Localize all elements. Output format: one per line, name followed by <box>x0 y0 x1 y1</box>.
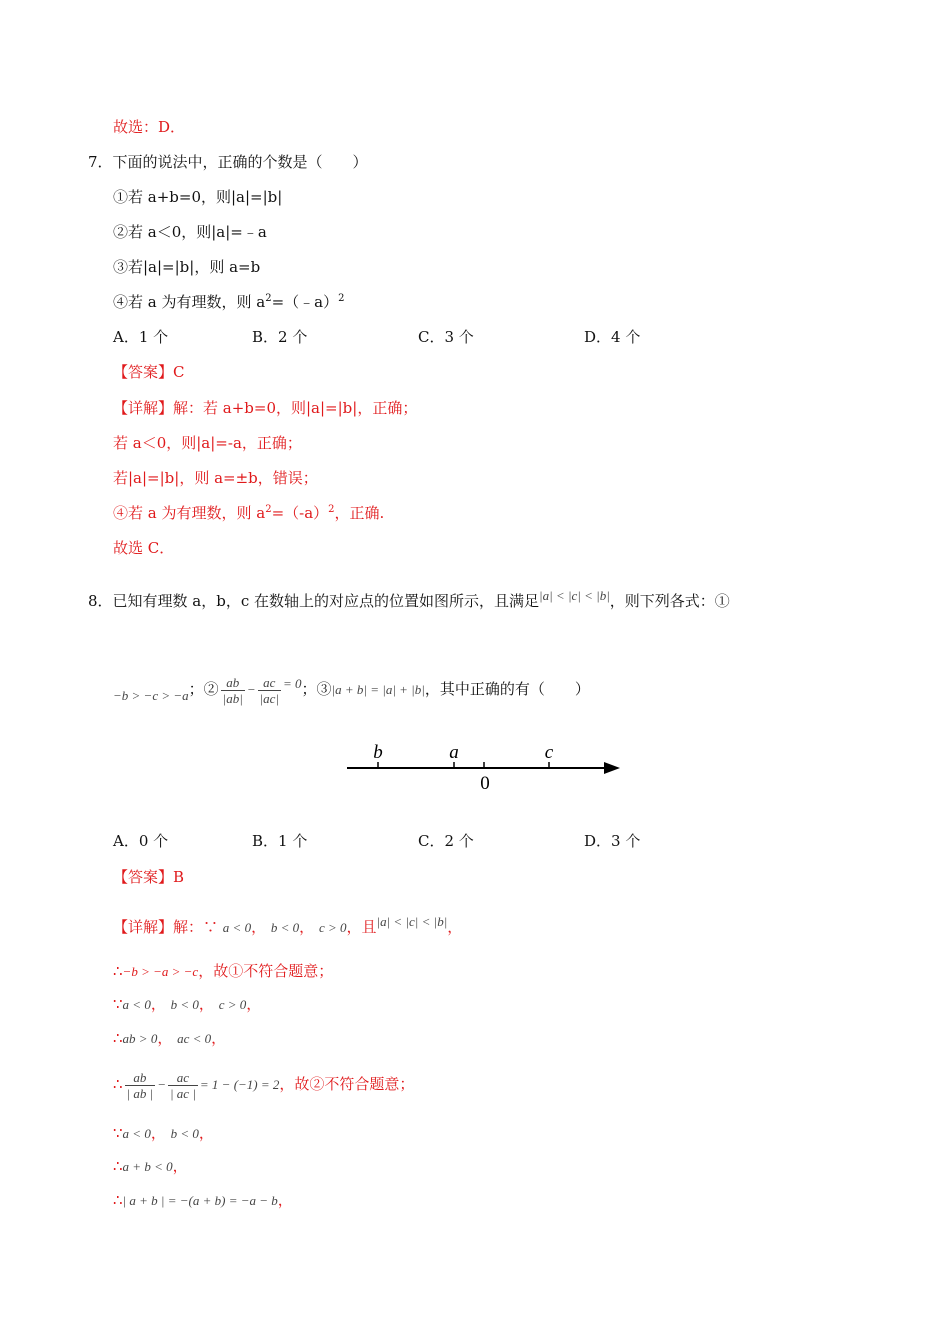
q7-detail-2: 若 a＜0，则|a|=-a，正确； <box>113 434 302 452</box>
q8-fraction-ab <box>221 675 245 706</box>
q8-detail-1 <box>113 912 462 938</box>
q8-d6-m1: a < 0 <box>122 1126 151 1141</box>
q8-d7-comma: ， <box>172 1157 188 1175</box>
q7-option-a: A．1 个 <box>113 328 169 346</box>
q7-detail-1: 【详解】解：若 a+b=0，则|a|=|b|，正确； <box>113 399 418 417</box>
q8-option-c: C．2 个 <box>418 832 474 850</box>
q8-f2-den: |ac| <box>259 690 280 706</box>
q8-detail-3 <box>113 994 261 1015</box>
q8-d5-den1: | ab | <box>126 1085 154 1101</box>
q7-answer: 【答案】C <box>113 363 185 381</box>
q7-option-b: B．2 个 <box>252 328 308 346</box>
q7-detail-3: 若|a|=|b|，则 a=±b，错误； <box>113 469 318 487</box>
q7-d4-post: ，正确. <box>334 504 385 522</box>
q8-eq0: = 0 <box>283 676 302 691</box>
label-b: b <box>373 742 383 763</box>
label-c: c <box>544 742 554 763</box>
q8-d6-m2: b < 0 <box>170 1126 199 1141</box>
q8-d4-comma2: ， <box>211 1029 227 1047</box>
q8-d3-comma2: ， <box>198 995 214 1013</box>
q7-statement-3: ③若|a|=|b|，则 a=b <box>113 258 261 276</box>
q8-d1-comma2: ， <box>299 918 315 936</box>
q8-d1-and: ，且 <box>346 918 377 936</box>
q7-d4-pre: ④若 a 为有理数，则 a <box>113 504 266 522</box>
q8-d1-comma1: ， <box>251 918 267 936</box>
q7-option-c: C．3 个 <box>418 328 474 346</box>
q8-expr3: |a + b| = |a| + |b| <box>331 682 425 697</box>
q7-s4-sup2: 2 <box>338 293 345 304</box>
q8-d2-therefore: ∴ <box>113 962 123 980</box>
q8-d1-prefix: 【详解】解：∵ <box>113 918 219 936</box>
q8-statements <box>113 662 590 706</box>
q8-d5-fraction-ac <box>168 1070 198 1101</box>
label-a: a <box>449 742 459 763</box>
q8-d8-math: | a + b | = −(a + b) = −a − b <box>122 1193 278 1208</box>
q8-stem-end: ，则下列各式：① <box>609 592 730 610</box>
q8-d1-comma3: ， <box>447 918 463 936</box>
q8-d5-therefore: ∴ <box>113 1075 123 1093</box>
q8-d4-therefore: ∴ <box>113 1029 123 1047</box>
q8-d4-m2: ac < 0 <box>177 1031 212 1046</box>
q8-d3-m2: b < 0 <box>170 997 199 1012</box>
q8-d7-math: a + b < 0 <box>122 1159 173 1174</box>
number-line-arrow <box>604 762 620 774</box>
q8-minus: − <box>246 682 256 697</box>
q8-d7-therefore: ∴ <box>113 1157 123 1175</box>
q8-stem-tail: ，其中正确的有（ ） <box>424 680 590 698</box>
q8-d5-minus: − <box>157 1077 166 1092</box>
q8-option-b: B．1 个 <box>252 832 308 850</box>
q8-answer: 【答案】B <box>113 868 185 886</box>
q8-d6-comma2: ， <box>198 1124 214 1142</box>
q7-s4-pre: ④若 a 为有理数，则 a <box>113 293 266 311</box>
q8-f2-num: ac <box>258 675 281 691</box>
q8-condition: |a| < |c| < |b| <box>539 588 610 603</box>
q8-detail-6 <box>113 1123 214 1144</box>
q7-option-d: D．4 个 <box>584 328 641 346</box>
q8-stem <box>88 586 730 611</box>
q8-f1-den: |ab| <box>222 690 243 706</box>
q8-d2-math: −b > −a > −c <box>122 964 199 979</box>
q8-option-a: A．0 个 <box>113 832 169 850</box>
q8-d1-m4: |a| < |c| < |b| <box>376 914 448 929</box>
q8-d5-den2: | ac | <box>169 1085 196 1101</box>
q8-ineq1: −b > −c > −a <box>113 688 189 703</box>
q8-sep1: ；② <box>188 680 219 698</box>
q8-d8-therefore: ∴ <box>113 1191 123 1209</box>
q8-d3-comma3: ， <box>246 995 262 1013</box>
prev-conclusion: 故选：D． <box>113 118 186 136</box>
q8-d4-comma1: ， <box>157 1029 173 1047</box>
q8-d2-text: ，故①不符合题意； <box>198 962 334 980</box>
q8-detail-7 <box>113 1156 188 1177</box>
q7-d4-sup1: 2 <box>265 504 272 515</box>
q8-d6-comma1: ， <box>150 1124 166 1142</box>
q7-s4-mid: =（﹣a） <box>271 293 339 311</box>
q8-d4-m1: ab > 0 <box>122 1031 158 1046</box>
q8-d1-m1: a < 0 <box>222 920 252 935</box>
q8-d1-m2: b < 0 <box>270 920 300 935</box>
q8-d3-m3: c > 0 <box>218 997 247 1012</box>
q8-detail-2 <box>113 961 333 982</box>
q7-s4-sup1: 2 <box>265 293 272 304</box>
label-zero: 0 <box>480 773 490 794</box>
q7-statement-1: ①若 a+b=0，则|a|=|b| <box>113 188 283 206</box>
q7-statement-2: ②若 a＜0，则|a|=﹣a <box>113 223 267 241</box>
q8-d5-rest: = 1 − (−1) = 2 <box>199 1077 280 1092</box>
q8-d5-num1: ab <box>125 1070 156 1086</box>
q8-detail-4 <box>113 1028 226 1049</box>
q7-stem: 7．下面的说法中，正确的个数是（ ） <box>88 153 368 171</box>
q8-f1-num: ab <box>221 675 245 691</box>
q8-d5-text: ，故②不符合题意； <box>279 1075 415 1093</box>
q7-d4-sup2: 2 <box>328 504 335 515</box>
q8-d3-m1: a < 0 <box>122 997 151 1012</box>
q8-sep2: ；③ <box>301 680 332 698</box>
q8-d3-because: ∵ <box>113 995 123 1013</box>
q8-detail-5 <box>113 1062 414 1106</box>
q7-d4-mid: =（-a） <box>271 504 329 522</box>
q8-fraction-ac <box>258 675 281 706</box>
number-line-figure <box>340 738 630 798</box>
q8-d1-m3: c > 0 <box>318 920 347 935</box>
q8-d3-comma1: ， <box>150 995 166 1013</box>
q8-d8-comma: ， <box>277 1191 293 1209</box>
q8-d6-because: ∵ <box>113 1124 123 1142</box>
q7-conclusion: 故选 C． <box>113 539 175 557</box>
q8-option-d: D．3 个 <box>584 832 641 850</box>
q8-stem-text: 8．已知有理数 a，b，c 在数轴上的对应点的位置如图所示，且满足 <box>88 592 540 610</box>
q8-d5-fraction-ab <box>125 1070 156 1101</box>
q8-detail-8 <box>113 1190 293 1211</box>
q8-d5-num2: ac <box>168 1070 198 1086</box>
q7-detail-4 <box>113 503 384 523</box>
q7-statement-4 <box>113 292 344 312</box>
